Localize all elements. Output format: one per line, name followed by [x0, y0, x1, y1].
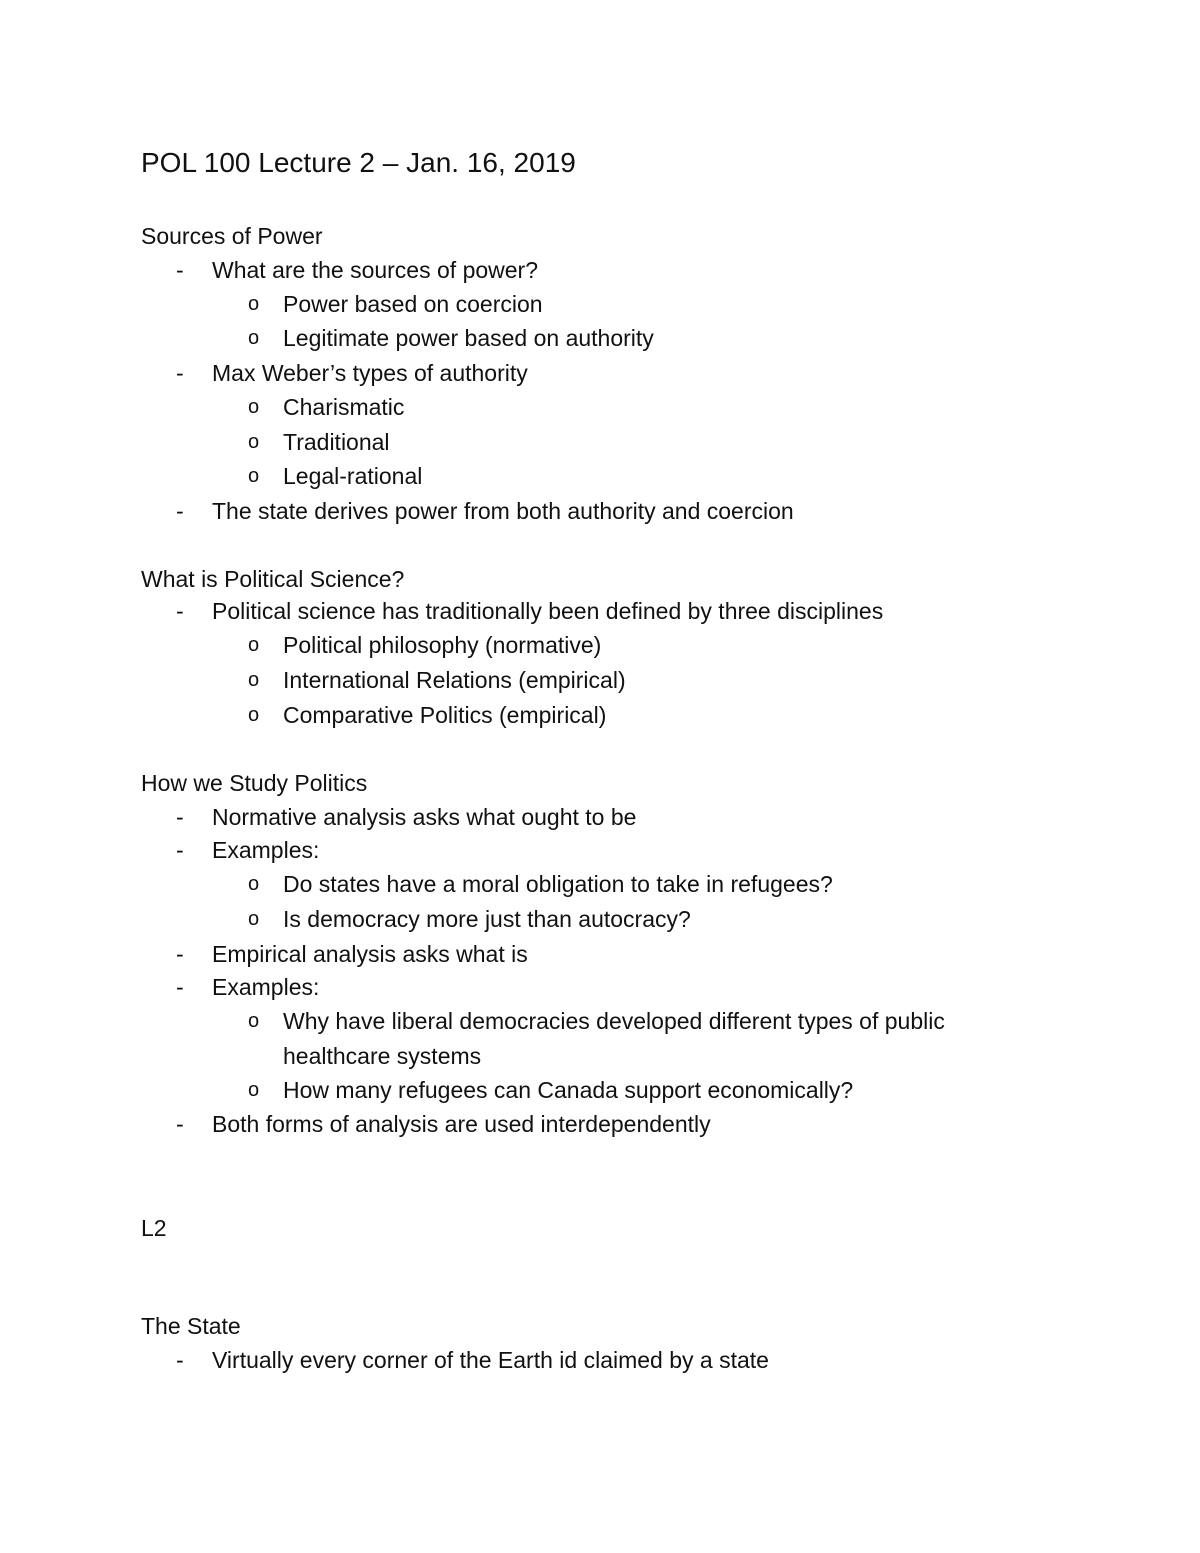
bullet-text: Political science has traditionally been defined by three disciplines	[212, 598, 884, 624]
page-title: POL 100 Lecture 2 – Jan. 16, 2019	[141, 147, 576, 178]
section-heading-sources-of-power: Sources of Power	[141, 223, 323, 249]
section-heading-the-state: The State	[141, 1313, 241, 1339]
sub-bullet-text: Political philosophy (normative)	[283, 632, 602, 658]
sub-bullet-text: Power based on coercion	[283, 291, 543, 317]
dash-bullet: -	[176, 360, 184, 386]
section-heading-political-science: What is Political Science?	[141, 566, 405, 592]
circle-bullet: o	[248, 908, 260, 930]
sub-bullet-text: Traditional	[283, 429, 390, 455]
sub-bullet-text: Is democracy more just than autocracy?	[283, 906, 691, 932]
sub-bullet-text: healthcare systems	[283, 1043, 482, 1069]
bullet-text: Max Weber’s types of authority	[212, 360, 528, 386]
dash-bullet: -	[176, 804, 184, 830]
circle-bullet: o	[248, 396, 260, 418]
bullet-text: Both forms of analysis are used interdependently	[212, 1111, 711, 1137]
sub-bullet-text: Comparative Politics (empirical)	[283, 702, 607, 728]
circle-bullet: o	[248, 327, 260, 349]
sub-bullet-text: Legitimate power based on authority	[283, 325, 654, 351]
sub-bullet-text: Charismatic	[283, 394, 405, 420]
circle-bullet: o	[248, 669, 260, 691]
circle-bullet: o	[248, 431, 260, 453]
circle-bullet: o	[248, 634, 260, 656]
dash-bullet: -	[176, 1111, 184, 1137]
dash-bullet: -	[176, 1347, 184, 1373]
dash-bullet: -	[176, 941, 184, 967]
sub-bullet-text: Legal-rational	[283, 463, 423, 489]
circle-bullet: o	[248, 293, 260, 315]
sub-bullet-text: International Relations (empirical)	[283, 667, 626, 693]
bullet-text: Virtually every corner of the Earth id claimed by a state	[212, 1347, 769, 1373]
circle-bullet: o	[248, 1010, 260, 1032]
circle-bullet: o	[248, 704, 260, 726]
bullet-text: Examples:	[212, 837, 320, 863]
dash-bullet: -	[176, 974, 184, 1000]
lecture-label: L2	[141, 1215, 167, 1241]
bullet-text: Normative analysis asks what ought to be	[212, 804, 637, 830]
circle-bullet: o	[248, 465, 260, 487]
dash-bullet: -	[176, 257, 184, 283]
dash-bullet: -	[176, 837, 184, 863]
dash-bullet: -	[176, 498, 184, 524]
bullet-text: The state derives power from both authority and coercion	[212, 498, 794, 524]
bullet-text: What are the sources of power?	[212, 257, 538, 283]
sub-bullet-text: Why have liberal democracies developed different types of public	[283, 1008, 945, 1034]
bullet-text: Empirical analysis asks what is	[212, 941, 528, 967]
dash-bullet: -	[176, 598, 184, 624]
bullet-text: Examples:	[212, 974, 320, 1000]
sub-bullet-text: How many refugees can Canada support economically?	[283, 1077, 854, 1103]
circle-bullet: o	[248, 1079, 260, 1101]
section-heading-how-we-study-politics: How we Study Politics	[141, 770, 368, 796]
circle-bullet: o	[248, 873, 260, 895]
sub-bullet-text: Do states have a moral obligation to take in refugees?	[283, 871, 833, 897]
